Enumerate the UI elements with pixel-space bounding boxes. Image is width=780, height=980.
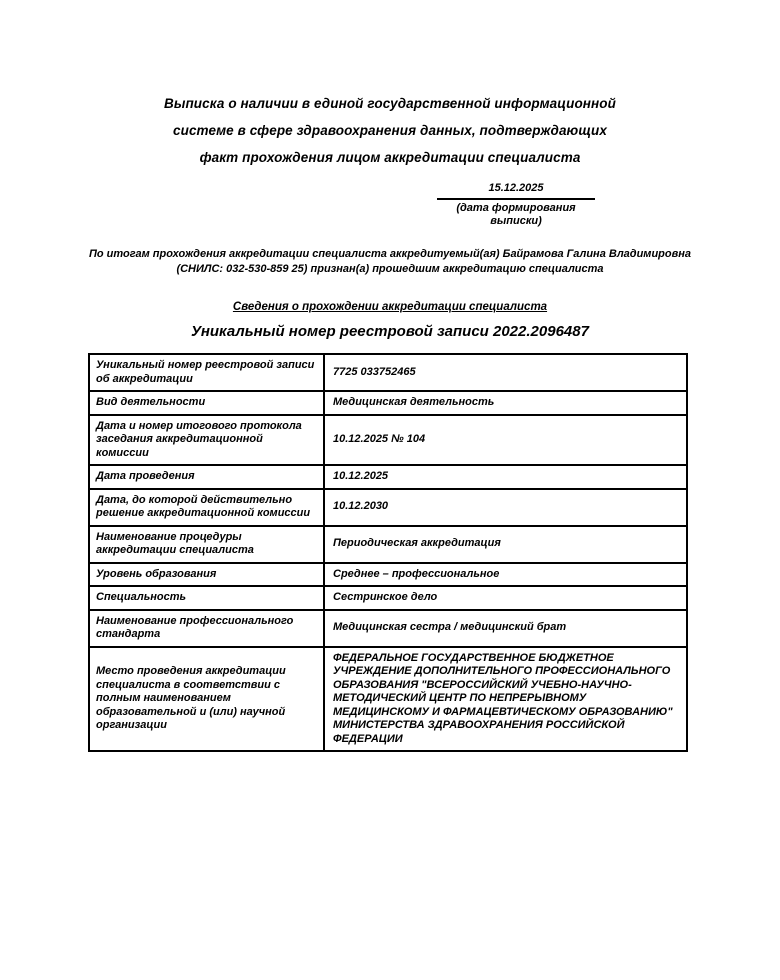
row-label: Уникальный номер реестровой записи об аккредитации — [89, 354, 324, 391]
table-row — [89, 354, 687, 391]
table-row — [89, 489, 687, 526]
table-row — [89, 415, 687, 466]
row-value: Медицинская деятельность — [324, 391, 687, 415]
table-row — [89, 526, 687, 563]
row-label: Дата и номер итогового протокола заседания аккредитационной комиссии — [89, 415, 324, 466]
row-value: ФЕДЕРАЛЬНОЕ ГОСУДАРСТВЕННОЕ БЮДЖЕТНОЕ УЧРЕЖДЕНИЕ ДОПОЛНИТЕЛЬНОГО ПРОФЕССИОНАЛЬНОГО ОБРАЗОВАНИЯ "ВСЕРОССИЙСКИЙ УЧЕБНО-НАУЧНО-МЕТОДИЧЕСКИЙ ЦЕНТР ПО НЕПРЕРЫВНОМУ МЕДИЦИНСКОМУ И ФАРМАЦЕВТИЧЕСКОМУ ОБРАЗОВАНИЮ" МИНИСТЕРСТВА ЗДРАВООХРАНЕНИЯ РОССИЙСКОЙ ФЕДЕРАЦИИ — [324, 647, 687, 752]
row-label: Дата, до которой действительно решение аккредитационной комиссии — [89, 489, 324, 526]
row-label: Вид деятельности — [89, 391, 324, 415]
table-row — [89, 563, 687, 587]
accreditation-table — [88, 353, 688, 752]
issue-date: 15.12.2025 — [437, 182, 595, 200]
row-value: Периодическая аккредитация — [324, 526, 687, 563]
row-value: 10.12.2025 — [324, 465, 687, 489]
section-heading-text: Сведения о прохождении аккредитации специалиста — [232, 301, 548, 313]
row-label: Специальность — [89, 586, 324, 610]
row-value: 7725 033752465 — [324, 354, 687, 391]
intro-paragraph: По итогам прохождения аккредитации специалиста аккредитуемый(ая) Байрамова Галина Владимировна (СНИЛС: 032-530-859 25) признан(а) прошедшим аккредитацию специалиста — [88, 248, 692, 275]
table-row — [89, 465, 687, 489]
row-label: Наименование профессионального стандарта — [89, 610, 324, 647]
row-label: Дата проведения — [89, 465, 324, 489]
row-value: 10.12.2025 № 104 — [324, 415, 687, 466]
document-title: Выписка о наличии в единой государственной информационной системе в сфере здравоохранения данных, подтверждающих факт прохождения лицом аккредитации специалиста — [163, 96, 616, 165]
table-row — [89, 391, 687, 415]
registry-record-heading: Уникальный номер реестровой записи 2022.2096487 — [191, 323, 589, 340]
row-label: Уровень образования — [89, 563, 324, 587]
issue-date-caption: (дата формирования выписки) — [456, 202, 576, 227]
document-page — [0, 90, 780, 980]
table-row — [89, 647, 687, 752]
row-value: Сестринское дело — [324, 586, 687, 610]
row-label: Наименование процедуры аккредитации специалиста — [89, 526, 324, 563]
row-value: Медицинская сестра / медицинский брат — [324, 610, 687, 647]
row-value: 10.12.2030 — [324, 489, 687, 526]
row-label: Место проведения аккредитации специалиста в соответствии с полным наименованием образовательной и (или) научной организации — [89, 647, 324, 752]
section-heading — [0, 300, 780, 314]
table-row — [89, 610, 687, 647]
table-row — [89, 586, 687, 610]
issue-date-block — [437, 182, 595, 228]
accreditation-table-body — [89, 354, 687, 751]
row-value: Среднее – профессиональное — [324, 563, 687, 587]
